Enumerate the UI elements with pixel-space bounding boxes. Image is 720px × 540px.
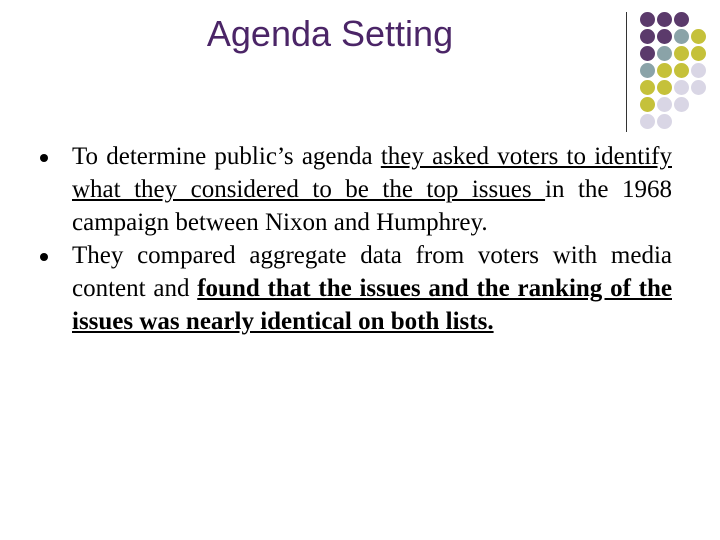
decorative-dot bbox=[657, 29, 672, 44]
decorative-dot bbox=[640, 97, 655, 112]
decorative-dot bbox=[657, 12, 672, 27]
decorative-dot bbox=[674, 12, 689, 27]
decorative-dot bbox=[674, 97, 689, 112]
decorative-dot bbox=[640, 63, 655, 78]
decorative-dot bbox=[674, 29, 689, 44]
bullet-icon bbox=[40, 253, 48, 261]
bullet-text-plain: in the 1968 campaign between Nixon and Humphrey. bbox=[72, 176, 672, 236]
bullet-icon bbox=[40, 154, 48, 162]
decorative-dot bbox=[657, 46, 672, 61]
decorative-dot bbox=[691, 29, 706, 44]
decorative-dot bbox=[657, 63, 672, 78]
slide-title: Agenda Setting bbox=[206, 13, 454, 54]
decorative-dot bbox=[674, 63, 689, 78]
decorative-dot bbox=[640, 80, 655, 95]
decorative-dot bbox=[691, 63, 706, 78]
bullet-text-underlined: they asked voters to identify what they considered to be the top issues bbox=[72, 143, 672, 203]
decorative-dot bbox=[657, 114, 672, 129]
decorative-dot bbox=[674, 80, 689, 95]
bullet-item bbox=[40, 140, 672, 239]
decorative-divider bbox=[626, 12, 627, 132]
decorative-dot bbox=[640, 12, 655, 27]
decorative-dot bbox=[691, 46, 706, 61]
bullet-text-plain: They compared aggregate data from voters with media content and bbox=[72, 242, 672, 302]
bullet-item bbox=[40, 239, 672, 338]
decorative-dot bbox=[657, 97, 672, 112]
bullet-text-bold-underlined: found that the issues and the ranking of the issues was nearly identical on both lists. bbox=[72, 275, 672, 335]
decorative-dot bbox=[640, 46, 655, 61]
decorative-dot bbox=[674, 46, 689, 61]
decorative-dot bbox=[657, 80, 672, 95]
decorative-dot bbox=[640, 29, 655, 44]
decorative-dot bbox=[691, 80, 706, 95]
decorative-dot bbox=[640, 114, 655, 129]
bullet-text-plain: To determine public’s agenda bbox=[72, 143, 381, 170]
bullet-list bbox=[40, 140, 672, 338]
